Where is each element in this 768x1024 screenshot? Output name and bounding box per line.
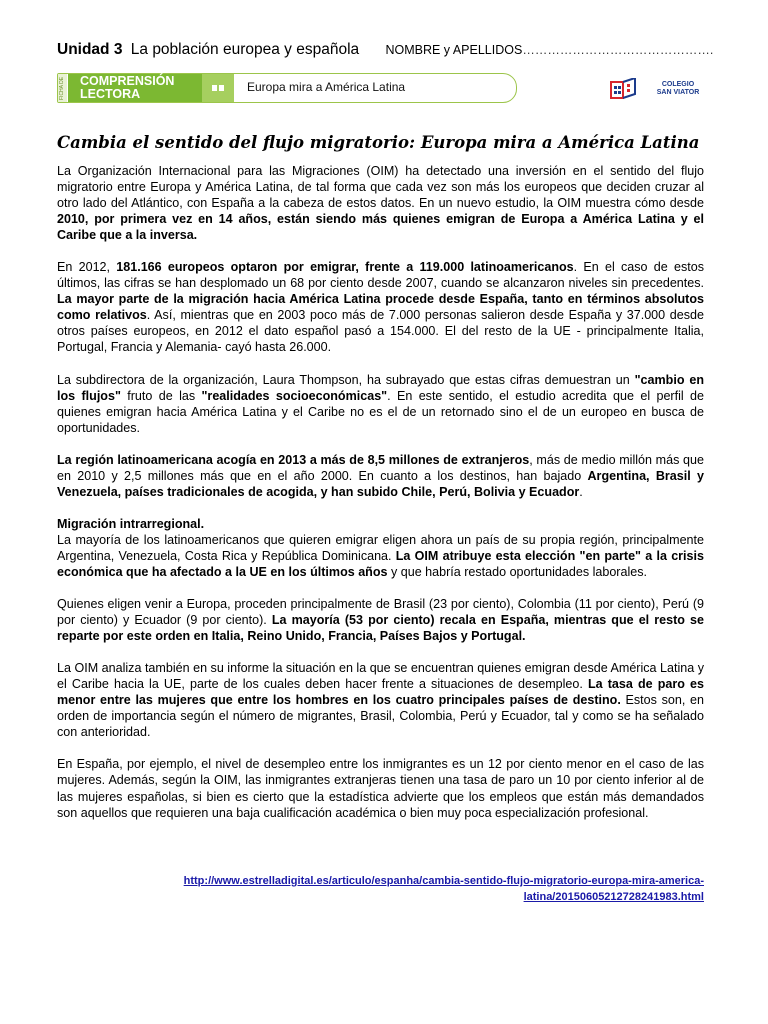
p6-bold: La mayoría (53 por ciento) recala en España, mientras que el resto se reparte por este orden en Italia, Reino Unido, Francia, Países Bajos y Portugal. (57, 613, 704, 644)
p6-text: Quienes eligen venir a Europa, proceden principalmente de Brasil (23 por ciento), Colombia (11 por ciento), Perú (9 por ciento) y Ecuador (9 por ciento). (57, 597, 704, 628)
paragraph-5 (57, 532, 704, 580)
p4-text-b: . (579, 484, 583, 499)
p3-text-c: . En este sentido, el estudio acredita que el perfil de quienes emigran hacia América Latina y el Caribe no es el de un retornado sino el de un europeo en busca de oportunidades. (57, 388, 704, 435)
unit-title: La población europea y española (130, 41, 360, 58)
p1-bold: 2010, por primera vez en 14 años, están siendo más quienes emigran de Europa a América Latina y el Caribe que a la inversa. (57, 212, 704, 243)
banner-arrow-icon (202, 74, 234, 102)
school-name-line-1: COLEGIO (661, 81, 695, 88)
p3-text-b: fruto de las (120, 388, 202, 403)
source-url-line-2[interactable]: latina/20150605212728241983.html (523, 891, 704, 903)
p4-bold-b: Argentina, Brasil y Venezuela, países tradicionales de acogida, y han subido Chile, Perú, Bolivia y Ecuador (57, 468, 704, 499)
p2-text-c: . Así, mientras que en 2003 poco más de 7.000 personas salieron desde España y 37.000 desde otros países europeos, en 2012 el dato español pasó a 154.000. El del resto de la UE - principalmente Italia, Portugal, Francia y Alemania- cayó hasta 26.000. (57, 308, 704, 355)
school-name (647, 81, 709, 97)
subheading (57, 516, 704, 532)
p7-text-a: La OIM analiza también en su informe la situación en la que se encuentran quienes emigran desde América Latina y el Caribe hacia la UE, parte de los cuales deben hacer frente a situaciones de desempleo. (57, 661, 704, 692)
ficha-label: FICHA DE (58, 74, 67, 102)
p1-text: La Organización Internacional para las Migraciones (OIM) ha detectado una inversión en el sentido del flujo migratorio entre Europa y América Latina, de tal forma que cada vez son más los europeos que deciden cruzar al otro lado del Atlántico, con España a la cabeza de estos datos. En un nuevo estudio, la OIM muestra cómo desde (57, 164, 704, 211)
square-icon (212, 85, 217, 91)
worksheet-header (57, 41, 717, 59)
banner-topic: Europa mira a América Latina (247, 80, 406, 94)
source-link (57, 873, 704, 905)
article-title: Cambia el sentido del flujo migratorio: Europa mira a América Latina (57, 133, 700, 152)
p4-bold-a: La región latinoamericana acogía en 2013 a más de 8,5 millones de extranjeros (57, 452, 530, 467)
source-url-line-1[interactable]: http://www.estrelladigital.es/articulo/espanha/cambia-sentido-flujo-migratorio-europa-mira-america- (183, 875, 704, 887)
p7-text-b: Estos son, en orden de importancia según el número de migrantes, Brasil, Colombia, Perú y Ecuador, tal y como se ha señalado con anterioridad. (57, 693, 704, 740)
p2-text-b: . En el caso de estos últimos, las cifras se han desplomado un 68 por ciento desde 2007, cuando se alcanzaron niveles sin precedentes. (57, 260, 705, 291)
paragraph-8: En España, por ejemplo, el nivel de desempleo entre los inmigrantes es un 12 por ciento menor en el caso de las mujeres. Además, según la OIM, las inmigrantes extranjeras tienen una tasa de paro un 10 por ciento inferior al de las mujeres españolas, si bien es cierto que la estadística advierte que los empleos que están más demandados son aquellos que requieren una baja cualificación académica o bien muy poca especialización profesional. (57, 757, 704, 820)
p2-text-a: En 2012, (57, 260, 117, 275)
p3-text-a: La subdirectora de la organización, Laura Thompson, ha subrayado que estas cifras demuestran un (57, 372, 635, 387)
section-label (68, 74, 202, 102)
p7-bold: La tasa de paro es menor entre las mujeres que entre los hombres en los cuatro principales países de destino. (57, 677, 704, 708)
student-name-blank[interactable]: ………………………………………. (522, 43, 714, 57)
section-label-line-1: COMPRENSIÓN (80, 74, 175, 88)
p2-bold-b: La mayor parte de la migración hacia América Latina procede desde España, tanto en términos absolutos como relativos (57, 292, 704, 323)
p5-text-b: y que habría restado oportunidades laborales. (387, 564, 647, 579)
unit-number: Unidad 3 (57, 41, 123, 58)
student-name-label: NOMBRE y APELLIDOS (385, 43, 523, 57)
paragraph-2 (57, 259, 704, 355)
section-banner (57, 73, 527, 103)
subheading-text: Migración intrarregional. (57, 516, 205, 531)
p4-text-a: , más de medio millón más que en 2010 y 2,5 millones más que en el año 2000. En cuanto a los destinos, han bajado (57, 452, 704, 483)
article-body (57, 163, 704, 837)
paragraph-1 (57, 163, 704, 243)
p5-bold: La OIM atribuye esta elección "en parte" a la crisis económica que ha afectado a la UE en los últimos años (57, 548, 704, 579)
paragraph-6 (57, 596, 704, 644)
paragraph-3 (57, 372, 704, 436)
p5-text-a: La mayoría de los latinoamericanos que quieren emigrar eligen ahora un país de su propia región, principalmente Argentina, Venezuela, Costa Rica y República Dominicana. (57, 532, 704, 563)
section-label-line-2: LECTORA (80, 87, 141, 101)
p2-bold-a: 181.166 europeos optaron por emigrar, frente a 119.000 latinoamericanos (116, 260, 574, 275)
square-icon (219, 85, 224, 91)
p3-bold-b: "realidades socioeconómicas" (201, 388, 388, 403)
school-name-line-2: SAN VIATOR (656, 89, 700, 96)
school-logo (609, 76, 709, 104)
paragraph-7 (57, 660, 704, 740)
paragraph-4 (57, 452, 704, 500)
p3-bold-a: "cambio en los flujos" (57, 372, 704, 403)
